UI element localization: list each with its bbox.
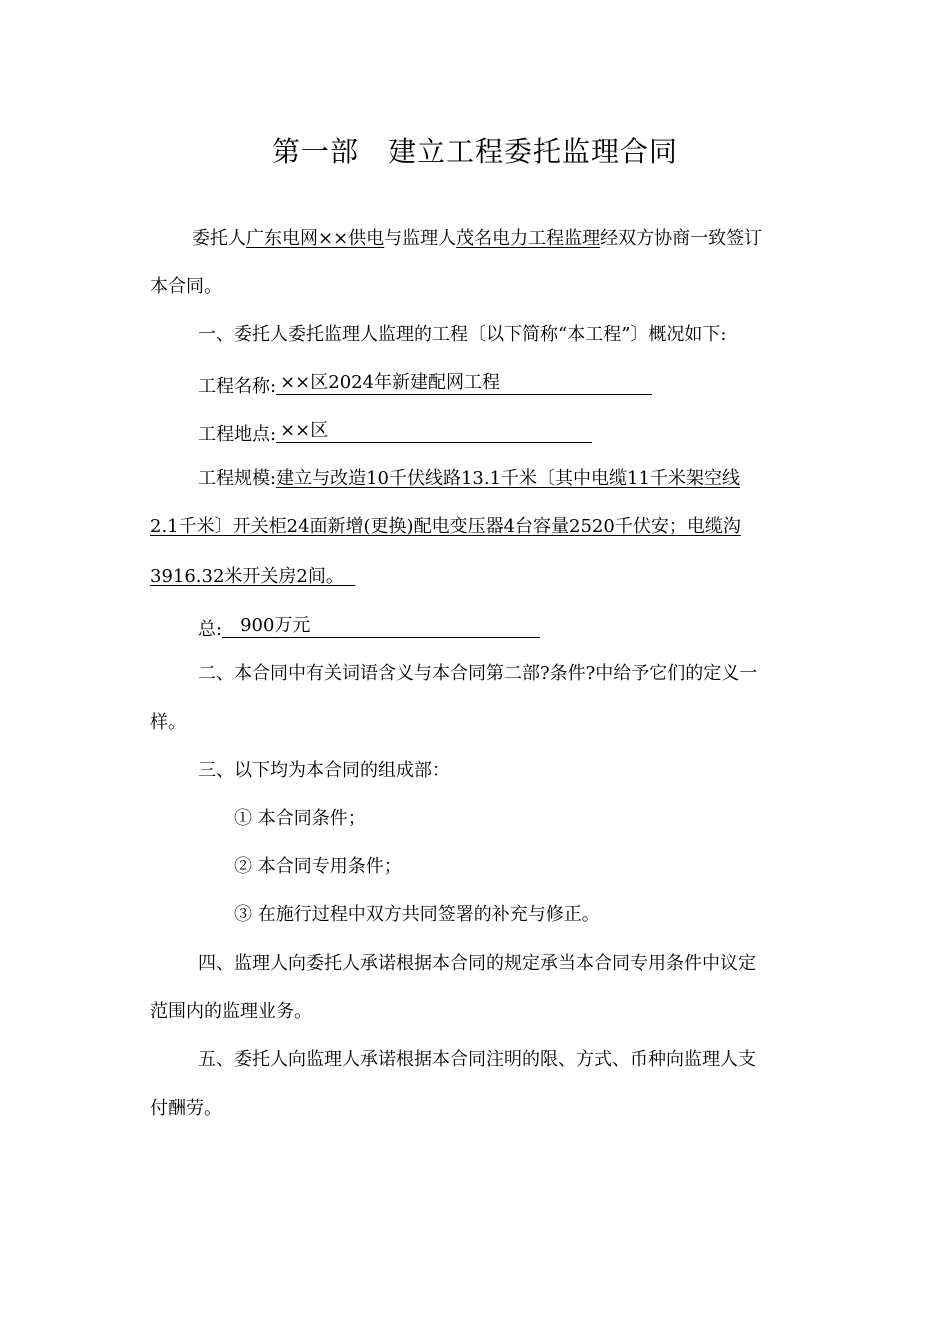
clause-2-line-2: 样。 <box>150 712 186 733</box>
clause-5-line-1: 五、委托人向监理人承诺根据本合同注明的限、方式、币种向监理人支 <box>198 1049 756 1070</box>
document-title: 第一部 建立工程委托监理合同 <box>271 135 678 168</box>
project-site-field <box>276 422 592 443</box>
project-scale-row <box>198 467 740 491</box>
intro-text-1: 委托人 <box>192 228 246 249</box>
project-total-value: 900万元 <box>240 615 311 636</box>
project-site-row <box>198 419 592 447</box>
project-scale-line-2-row <box>150 515 741 539</box>
project-name-value: ××区2024年新建配网工程 <box>280 372 501 393</box>
project-name-field <box>276 374 652 395</box>
list-item-2: ② 本合同专用条件； <box>234 856 402 877</box>
project-name-row <box>198 371 652 399</box>
list-item-1: ① 本合同条件； <box>234 808 366 829</box>
clause-3: 三、以下均为本合同的组成部： <box>198 760 450 781</box>
clause-5-line-2: 付酬劳。 <box>150 1098 222 1119</box>
intro-line-1 <box>192 227 762 251</box>
clause-4-line-2: 范围内的监理业务。 <box>150 1001 312 1022</box>
project-site-label: 工程地点: <box>198 424 277 445</box>
intro-text-3: 经双方协商一致签订 <box>600 228 763 249</box>
project-site-value: ××区 <box>280 420 329 441</box>
project-scale-line-3-row <box>150 565 355 589</box>
project-name-label: 工程名称: <box>198 376 277 397</box>
intro-text-2: 与监理人 <box>384 228 457 249</box>
intro-line-2: 本合同。 <box>150 276 222 297</box>
project-scale-line-2: 2.1千米〕开关柜24面新增(更换)配电变压器4台容量2520千伏安；电缆沟 <box>150 516 741 537</box>
project-scale-line-3: 3916.32米开关房2间。 <box>150 566 344 587</box>
project-total-field <box>222 617 540 638</box>
supervisor-name: 茂名电力工程监理 <box>456 228 601 249</box>
client-name: 广东电网××供电 <box>246 228 385 249</box>
clause-2-line-1: 二、本合同中有关词语含义与本合同第二部?条件?中给予它们的定义一 <box>198 663 758 684</box>
project-total-label: 总: <box>198 619 223 640</box>
project-scale-label: 工程规模: <box>198 468 277 489</box>
project-scale-line-1: 建立与改造10千伏线路13.1千米〔其中电缆11千米架空线 <box>276 468 740 489</box>
clause-1: 一、委托人委托监理人监理的工程〔以下简称“本工程”〕概况如下: <box>198 324 727 345</box>
clause-4-line-1: 四、监理人向委托人承诺根据本合同的规定承当本合同专用条件中议定 <box>198 953 756 974</box>
project-total-row <box>198 614 540 642</box>
list-item-3: ③ 在施行过程中双方共同签署的补充与修正。 <box>234 904 600 925</box>
